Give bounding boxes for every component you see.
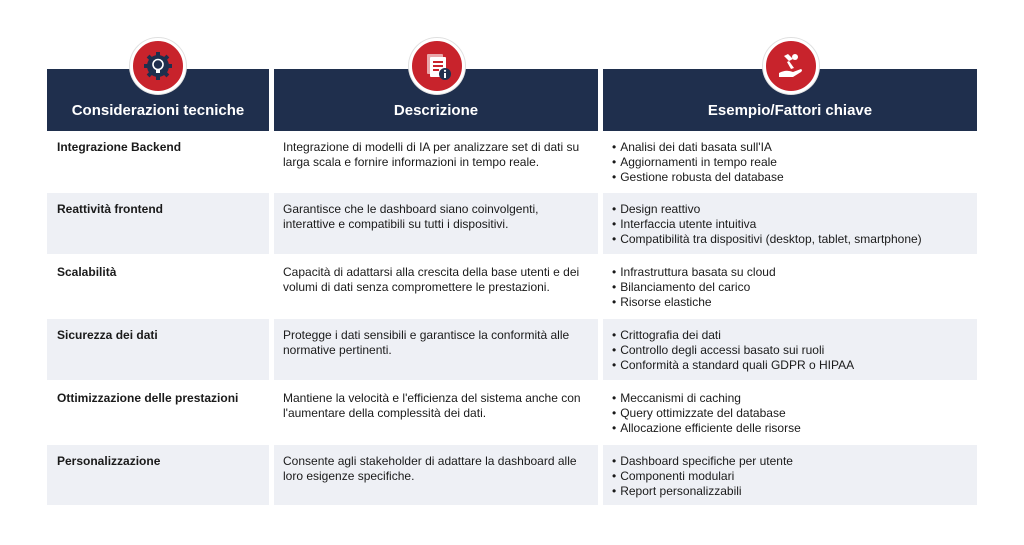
list-item: • Query ottimizzate del database bbox=[612, 406, 977, 421]
list-item: • Controllo degli accessi basato sui ruoli bbox=[612, 343, 977, 358]
list-item: • Design reattivo bbox=[612, 202, 977, 217]
row-factors bbox=[603, 319, 977, 380]
row-description: Capacità di adattarsi alla crescita della base utenti e dei volumi di dati senza compromettere le prestazioni. bbox=[283, 265, 580, 294]
row-title: Integrazione Backend bbox=[57, 140, 182, 154]
document-info-icon bbox=[409, 38, 465, 94]
row-title: Reattività frontend bbox=[47, 193, 269, 254]
row-description: Garantisce che le dashboard siano coinvolgenti, interattive e compatibili su tutti i dispositivi. bbox=[274, 193, 598, 254]
list-item: • Allocazione efficiente delle risorse bbox=[612, 421, 977, 436]
list-item: • Conformità a standard quali GDPR o HIPAA bbox=[612, 358, 977, 373]
table-row bbox=[47, 382, 977, 443]
hand-robot-icon bbox=[763, 38, 819, 94]
row-title: Ottimizzazione delle prestazioni bbox=[57, 391, 239, 405]
table-row bbox=[47, 131, 977, 191]
table-row bbox=[47, 319, 977, 380]
list-item: • Analisi dei dati basata sull'IA bbox=[612, 140, 977, 155]
list-item: • Risorse elastiche bbox=[612, 295, 977, 310]
row-description: Mantiene la velocità e l'efficienza del sistema anche con l'aumentare della complessità dei dati. bbox=[283, 391, 581, 420]
row-title: Sicurezza dei dati bbox=[47, 319, 269, 380]
table-row bbox=[47, 445, 977, 505]
list-item: • Bilanciamento del carico bbox=[612, 280, 977, 295]
row-description: Protegge i dati sensibili e garantisce la conformità alle normative pertinenti. bbox=[274, 319, 598, 380]
row-factors bbox=[603, 382, 977, 443]
table-row bbox=[47, 256, 977, 317]
table-row bbox=[47, 193, 977, 254]
row-description: Integrazione di modelli di IA per analizzare set di dati su larga scala e fornire informazioni in tempo reale. bbox=[283, 140, 580, 169]
gear-lightbulb-icon bbox=[130, 38, 186, 94]
row-title: Scalabilità bbox=[57, 265, 117, 279]
list-item: • Gestione robusta del database bbox=[612, 170, 977, 185]
list-item: • Compatibilità tra dispositivi (desktop, tablet, smartphone) bbox=[612, 232, 977, 247]
list-item: • Interfaccia utente intuitiva bbox=[612, 217, 977, 232]
row-factors bbox=[603, 445, 977, 505]
row-description: Consente agli stakeholder di adattare la dashboard alle loro esigenze specifiche. bbox=[274, 445, 598, 505]
list-item: • Meccanismi di caching bbox=[612, 391, 977, 406]
row-title: Personalizzazione bbox=[47, 445, 269, 505]
header-considerazioni: Considerazioni tecniche bbox=[47, 69, 269, 131]
list-item: • Componenti modulari bbox=[612, 469, 977, 484]
list-item: • Dashboard specifiche per utente bbox=[612, 454, 977, 469]
list-item: • Aggiornamenti in tempo reale bbox=[612, 155, 977, 170]
row-factors bbox=[603, 256, 977, 317]
row-factors bbox=[603, 131, 977, 191]
row-factors bbox=[603, 193, 977, 254]
list-item: • Crittografia dei dati bbox=[612, 328, 977, 343]
list-item: • Report personalizzabili bbox=[612, 484, 977, 499]
list-item: • Infrastruttura basata su cloud bbox=[612, 265, 977, 280]
header-descrizione: Descrizione bbox=[274, 69, 598, 131]
header-esempio: Esempio/Fattori chiave bbox=[603, 69, 977, 131]
